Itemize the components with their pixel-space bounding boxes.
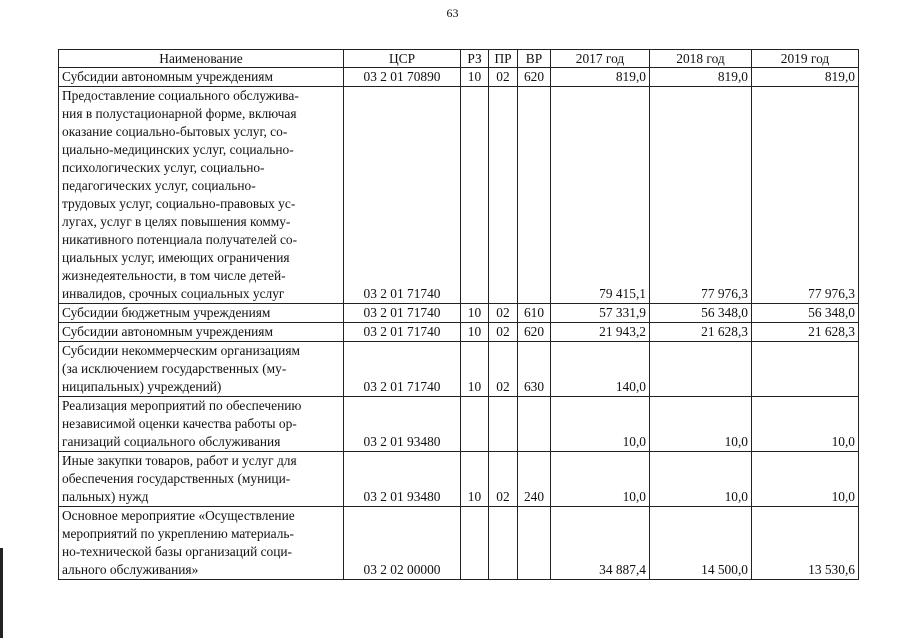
row-2019: 13 530,6 bbox=[752, 507, 859, 580]
row-2017: 79 415,1 bbox=[551, 87, 650, 304]
page-number: 63 bbox=[446, 6, 459, 20]
row-pr: 02 bbox=[489, 452, 518, 507]
row-2019: 10,0 bbox=[752, 397, 859, 452]
row-csr: 03 2 01 71740 bbox=[344, 342, 461, 397]
table-row bbox=[59, 452, 859, 507]
row-name: Субсидии автономным учреждениям bbox=[59, 68, 344, 87]
row-pr bbox=[489, 87, 518, 304]
row-2017: 10,0 bbox=[551, 452, 650, 507]
row-vr bbox=[518, 507, 551, 580]
row-name: Реализация мероприятий по обеспечению независимой оценки качества работы ор- ганизаций социального обслуживания bbox=[59, 397, 344, 452]
header-name: Наименование bbox=[59, 50, 344, 68]
row-2017: 10,0 bbox=[551, 397, 650, 452]
scan-margin-mark bbox=[0, 548, 3, 638]
row-rz bbox=[461, 397, 489, 452]
header-2017: 2017 год bbox=[551, 50, 650, 68]
row-2019: 10,0 bbox=[752, 452, 859, 507]
header-2018: 2018 год bbox=[650, 50, 752, 68]
row-rz: 10 bbox=[461, 304, 489, 323]
row-2018: 56 348,0 bbox=[650, 304, 752, 323]
row-rz bbox=[461, 87, 489, 304]
row-rz bbox=[461, 507, 489, 580]
header-vr: ВР bbox=[518, 50, 551, 68]
row-csr: 03 2 01 93480 bbox=[344, 452, 461, 507]
row-csr: 03 2 01 71740 bbox=[344, 323, 461, 342]
row-name: Субсидии бюджетным учреждениям bbox=[59, 304, 344, 323]
row-2017: 140,0 bbox=[551, 342, 650, 397]
row-name: Субсидии автономным учреждениям bbox=[59, 323, 344, 342]
table-row bbox=[59, 342, 859, 397]
row-2019 bbox=[752, 342, 859, 397]
row-2019: 56 348,0 bbox=[752, 304, 859, 323]
row-pr: 02 bbox=[489, 342, 518, 397]
header-rz: РЗ bbox=[461, 50, 489, 68]
row-2018 bbox=[650, 342, 752, 397]
row-rz: 10 bbox=[461, 323, 489, 342]
row-vr: 620 bbox=[518, 323, 551, 342]
row-pr bbox=[489, 397, 518, 452]
row-pr: 02 bbox=[489, 304, 518, 323]
row-name: Субсидии некоммерческим организациям (за исключением государственных (му- ниципальных) учреждений) bbox=[59, 342, 344, 397]
table-row bbox=[59, 323, 859, 342]
row-vr: 630 bbox=[518, 342, 551, 397]
row-name: Иные закупки товаров, работ и услуг для обеспечения государственных (муници- пальных) нужд bbox=[59, 452, 344, 507]
row-2018: 77 976,3 bbox=[650, 87, 752, 304]
table-row bbox=[59, 87, 859, 304]
row-2019: 77 976,3 bbox=[752, 87, 859, 304]
row-vr: 620 bbox=[518, 68, 551, 87]
table-row bbox=[59, 68, 859, 87]
row-csr: 03 2 01 71740 bbox=[344, 87, 461, 304]
row-vr bbox=[518, 87, 551, 304]
row-2018: 10,0 bbox=[650, 452, 752, 507]
header-row bbox=[59, 50, 859, 68]
row-name: Основное мероприятие «Осуществление мероприятий по укреплению материаль- но-технической базы организаций соци- ального обслуживания» bbox=[59, 507, 344, 580]
header-2019: 2019 год bbox=[752, 50, 859, 68]
row-rz: 10 bbox=[461, 68, 489, 87]
row-vr: 240 bbox=[518, 452, 551, 507]
row-csr: 03 2 01 93480 bbox=[344, 397, 461, 452]
row-2018: 21 628,3 bbox=[650, 323, 752, 342]
table-row bbox=[59, 507, 859, 580]
row-csr: 03 2 01 71740 bbox=[344, 304, 461, 323]
row-pr: 02 bbox=[489, 323, 518, 342]
row-2017: 819,0 bbox=[551, 68, 650, 87]
row-pr bbox=[489, 507, 518, 580]
table-row bbox=[59, 304, 859, 323]
header-csr: ЦСР bbox=[344, 50, 461, 68]
row-vr: 610 bbox=[518, 304, 551, 323]
row-name: Предоставление социального обслужива- ния в полустационарной форме, включая оказание социально-бытовых услуг, со- циально-медицинских услуг, социально- психологических услуг, социально- педагогических услуг, социально- трудовых услуг, социально-правовых ус- лугах, услуг в целях повышения комму- никативного потенциала получателей со- циальных услуг, имеющих ограничения жизнедеятельности, в том числе детей- инвалидов, срочных социальных услуг bbox=[59, 87, 344, 304]
row-pr: 02 bbox=[489, 68, 518, 87]
budget-table bbox=[58, 49, 859, 580]
row-2018: 819,0 bbox=[650, 68, 752, 87]
row-2017: 57 331,9 bbox=[551, 304, 650, 323]
row-2019: 819,0 bbox=[752, 68, 859, 87]
row-vr bbox=[518, 397, 551, 452]
row-2019: 21 628,3 bbox=[752, 323, 859, 342]
table-row bbox=[59, 397, 859, 452]
row-csr: 03 2 02 00000 bbox=[344, 507, 461, 580]
row-2018: 10,0 bbox=[650, 397, 752, 452]
row-csr: 03 2 01 70890 bbox=[344, 68, 461, 87]
row-2017: 34 887,4 bbox=[551, 507, 650, 580]
row-2018: 14 500,0 bbox=[650, 507, 752, 580]
row-2017: 21 943,2 bbox=[551, 323, 650, 342]
row-rz: 10 bbox=[461, 452, 489, 507]
row-rz: 10 bbox=[461, 342, 489, 397]
header-pr: ПР bbox=[489, 50, 518, 68]
